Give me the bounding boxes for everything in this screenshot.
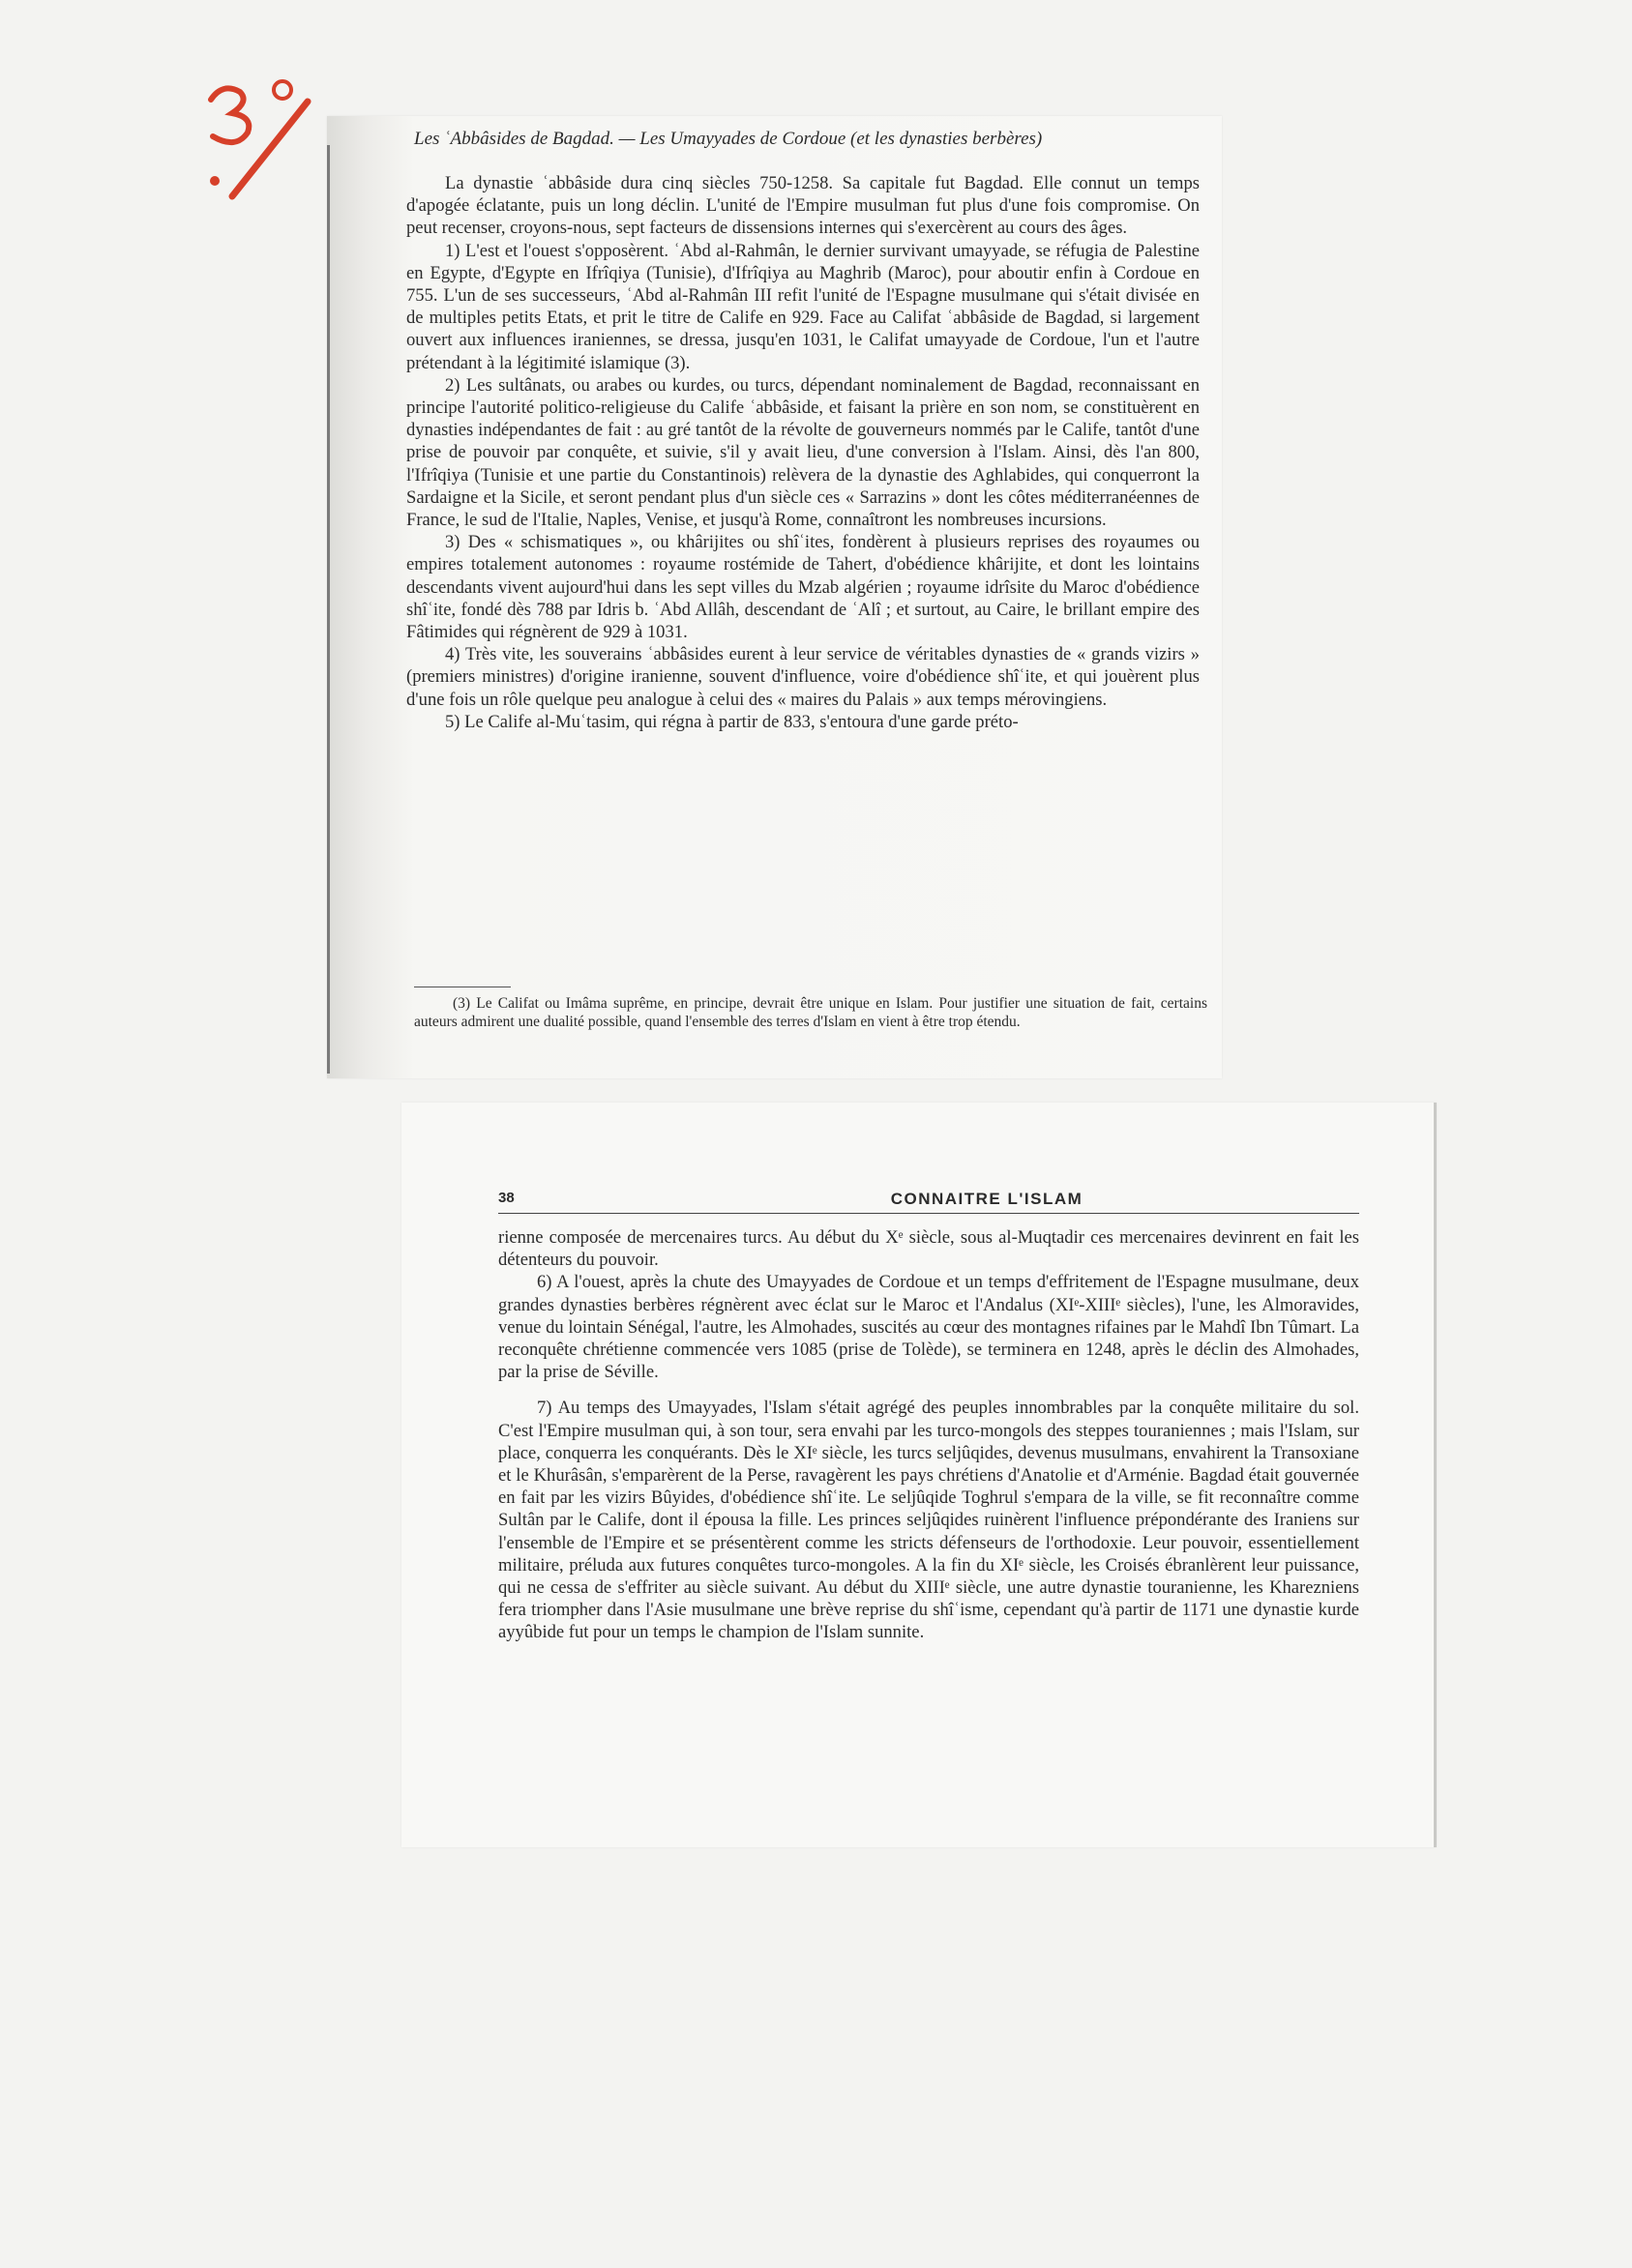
bottom-clipping xyxy=(401,1103,1437,1847)
paragraph: 5) Le Calife al-Muʿtasim, qui régna à partir de 833, s'entoura d'une garde préto- xyxy=(445,711,1019,732)
paragraph: 6) A l'ouest, après la chute des Umayyades de Cordoue et un temps d'effritement de l'Espagne musulmane, deux grandes dynasties berbères régnèrent avec éclat sur le Maroc et l'Andalus (XIᵉ-XIIIᵉ siècles), l'une, les Almoravides, venue du lointain Sénégal, l'autre, les Almohades, suscités au cœur des montagnes rifaines par le Mahdî Ibn Tûmart. La reconquête chrétienne commencée vers 1085 (prise de Tolède), se terminera en 1248, après le déclin des Almohades, par la prise de Séville. xyxy=(498,1272,1359,1383)
paragraph: 2) Les sultânats, ou arabes ou kurdes, ou turcs, dépendant nominalement de Bagdad, reconnaissant en principe l'autorité politico-religieuse du Calife ʿabbâside, et faisant la prière en son nom, se constituèrent en dynasties indépendantes de fait : au gré tantôt de la révolte de gouverneurs nommés par le Calife, tantôt d'une prise de pouvoir par conquête, et suivie, s'il y avait lieu, d'une conversion à l'Islam. Ainsi, dès l'an 800, l'Ifrîqiya (Tunisie et une partie du Constantinois) relèvera de la dynastie des Aghlabides, qui conquerront la Sardaigne et la Sicile, et seront pendant plus d'un siècle ces « Sarrazins » dont les côtes méditerranéennes de France, le sud de l'Italie, Naples, Venise, et jusqu'à Rome, connaîtront les nombreuses incursions. xyxy=(406,374,1200,531)
clipping-edge xyxy=(1434,1103,1437,1847)
bottom-body-text xyxy=(498,1226,1359,1644)
section-heading: Les ʿAbbâsides de Bagdad. — Les Umayyades de Cordoue (et les dynasties berbères) xyxy=(414,129,1043,149)
handwritten-annotation xyxy=(193,73,319,208)
running-header xyxy=(498,1190,1359,1214)
paragraph: 1) L'est et l'ouest s'opposèrent. ʿAbd al-Rahmân, le dernier survivant umayyade, se réfugia de Palestine en Egypte, d'Egypte en Ifrîqiya (Tunisie), d'Ifrîqiya au Maghrib (Maroc), pour aboutir enfin à Cordoue en 755. L'un de ses successeurs, ʿAbd al-Rahmân III refit l'unité de l'Espagne musulmane qui s'était divisée en de multiples petits Etats, et prit le titre de Calife en 929. Face au Califat ʿabbâside de Bagdad, si largement ouvert aux influences iraniennes, se dressa, jusqu'en 1031, le Califat umayyade de Cordoue, l'un et l'autre prétendant à la légitimité islamique (3). xyxy=(406,240,1200,373)
paragraph: 4) Très vite, les souverains ʿabbâsides eurent à leur service de véritables dynasties de « grands vizirs » (premiers ministres) d'origine iranienne, souvent d'influence, voire d'obédience shîʿite, et qui jouèrent plus d'une fois un rôle quelque peu analogue à celui des « maires du Palais » aux temps mérovingiens. xyxy=(406,644,1200,710)
footnote xyxy=(414,994,1207,1031)
page-number: 38 xyxy=(498,1190,515,1206)
paragraph: rienne composée de mercenaires turcs. Au début du Xᵉ siècle, sous al-Muqtadir ces mercenaires devinrent en fait les détenteurs du pouvoir. xyxy=(498,1227,1359,1271)
footnote-text: (3) Le Califat ou Imâma suprême, en principe, devrait être unique en Islam. Pour justifier une situation de fait, certains auteurs admirent une dualité possible, quand l'ensemble des terres d'Islam en vient à être trop étendu. xyxy=(414,995,1207,1030)
running-title: CONNAITRE L'ISLAM xyxy=(890,1190,1083,1208)
top-clipping xyxy=(327,116,1222,1078)
top-body-text xyxy=(406,172,1200,733)
paragraph: La dynastie ʿabbâside dura cinq siècles 750-1258. Sa capitale fut Bagdad. Elle connut un temps d'apogée éclatante, puis un long déclin. L'unité de l'Empire musulman fut plus d'une fois compromise. On peut recenser, croyons-nous, sept facteurs de dissensions internes qui s'exercèrent au cours des âges. xyxy=(406,173,1200,239)
annotation-mark-icon xyxy=(193,73,319,208)
paragraph: 3) Des « schismatiques », ou khârijites ou shîʿites, fondèrent à plusieurs reprises des royaumes ou empires totalement autonomes : royaume rostémide de Tahert, d'obédience khârijite, et dont les lointains descendants vivent aujourd'hui dans les sept villes du Mzab algérien ; royaume idrîsite du Maroc d'obédience shîʿite, fondé dès 788 par Idris b. ʿAbd Allâh, descendant de ʿAlî ; et surtout, au Caire, le brillant empire des Fâtimides qui régnèrent de 929 à 1031. xyxy=(406,532,1200,643)
paragraph: 7) Au temps des Umayyades, l'Islam s'était agrégé des peuples innombrables par la conquête militaire du sol. C'est l'Empire musulman qui, à son tour, sera envahi par les turco-mongols des steppes touraniennes ; mais l'Islam, sur place, conquerra les conquérants. Dès le XIᵉ siècle, les turcs seljûqides, devenus musulmans, envahirent la Transoxiane et le Khurâsân, s'emparèrent de la Perse, ravagèrent les pays chrétiens d'Anatolie et d'Arménie. Bagdad était gouvernée en fait par les vizirs Bûyides, d'obédience shîʿite. Le seljûqide Toghrul s'empara de la ville, se fit reconnaître comme Sultân par le Calife, dont il épousa la fille. Les princes seljûqides ruinèrent l'influence prépondérante des Iraniens sur l'ensemble de l'Empire et se présentèrent comme les stricts défenseurs de l'orthodoxie. Leur pouvoir, essentiellement militaire, préluda aux futures conquêtes turco-mongoles. A la fin du XIᵉ siècle, les Croisés ébranlèrent leur puissance, qui ne cessa de s'effriter au siècle suivant. Au début du XIIIᵉ siècle, une autre dynastie touranienne, les Kharezniens fera triompher dans l'Asie musulmane une brève reprise du shîʿisme, cependant qu'à partir de 1171 une dynastie kurde ayyûbide fut pour un temps le champion de l'Islam sunnite. xyxy=(498,1398,1359,1643)
clipping-edge xyxy=(327,145,330,1074)
